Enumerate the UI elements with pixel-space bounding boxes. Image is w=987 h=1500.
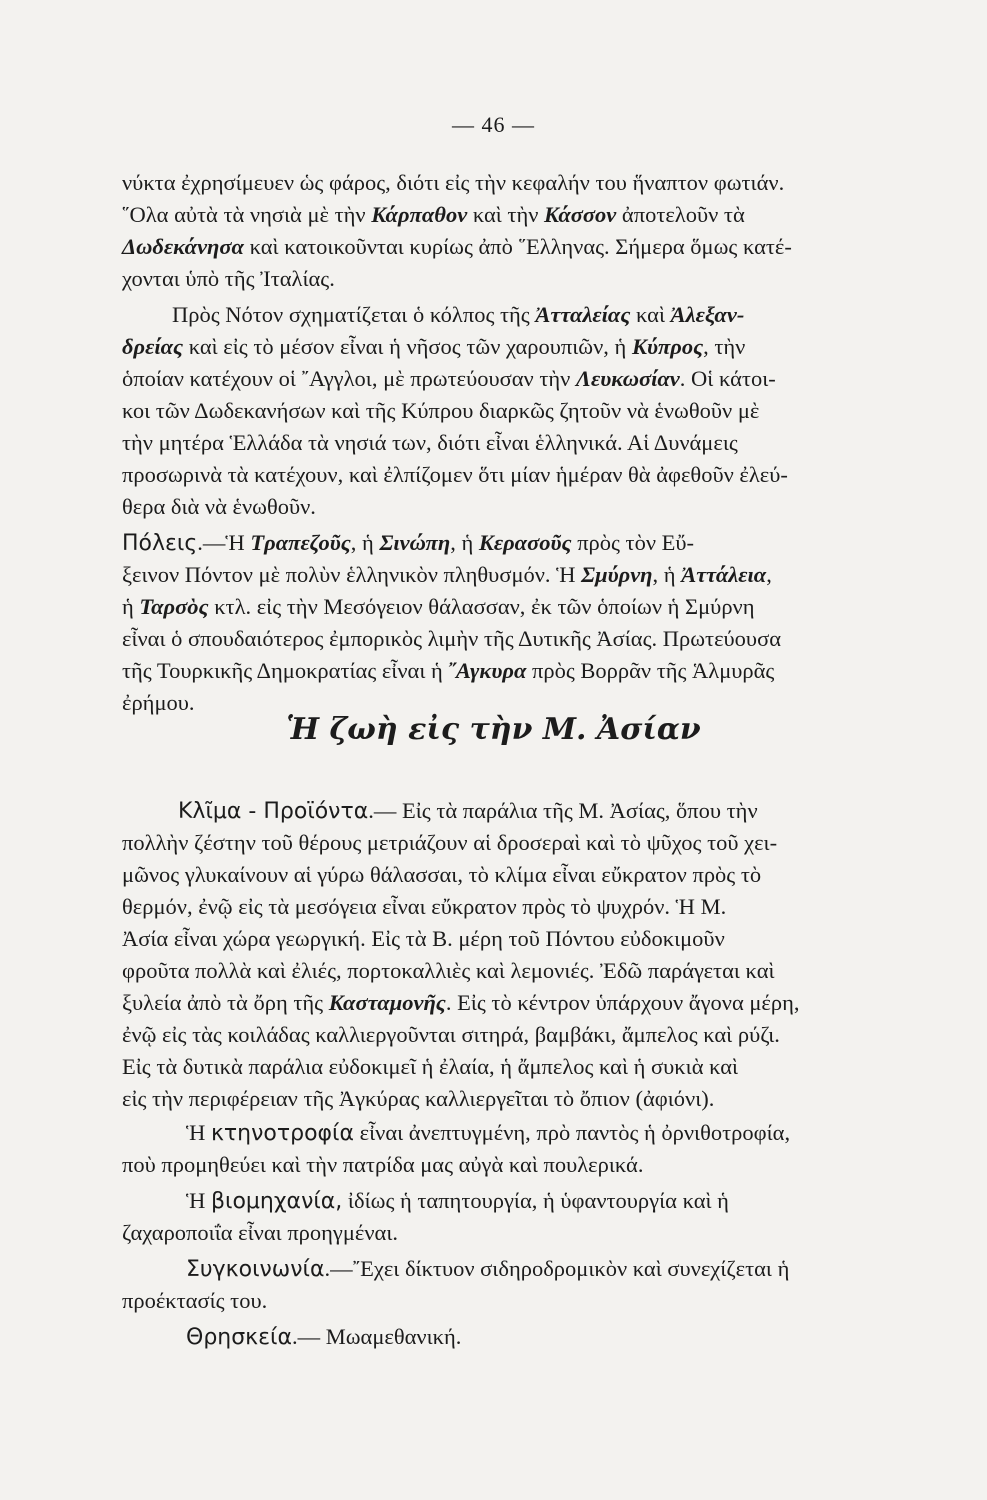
text-span: ξεινον Πόντον μὲ πολὺν ἑλληνικὸν πληθυσμόν. Ἡ <box>122 562 582 587</box>
place-name: Κύπρος <box>631 334 704 359</box>
text-line <box>178 796 952 827</box>
text-span: κτλ. εἰς τὴν Μεσόγειον θάλασσαν, ἐκ τῶν ὁποίων ἡ Σμύρνη <box>208 594 755 619</box>
text-line: ἐνῷ εἰς τὰς κοιλάδας καλλιεργοῦνται σιτηρά, βαμβάκι, ἄμπελος καὶ ρύζι. <box>122 1022 780 1047</box>
text-line: μῶνος γλυκαίνουν αἱ γύρω θάλασσαι, τὸ κλίμα εἶναι εὔκρατον πρὸς τὸ <box>122 862 762 887</box>
section-heading: βιομηχανία, <box>210 1189 343 1214</box>
place-name: Κάσσον <box>544 202 617 227</box>
place-name: Λευκωσίαν <box>575 366 680 391</box>
text-span: .— Μωαμεθανική. <box>291 1324 462 1349</box>
text-line <box>122 200 952 230</box>
text-span: .—Ἡ <box>197 530 251 555</box>
text-span: Ἡ <box>186 1188 211 1213</box>
text-span: ῞Ολα αὐτὰ τὰ νησιὰ μὲ τὴν <box>122 202 372 227</box>
text-line <box>122 364 952 394</box>
text-line: ξεινον Πόντον μὲ πολὺν ἑλληνικὸν πληθυσμόν. Ἡ Σμύρνη, ἡ Ἀττάλεια, <box>122 562 772 587</box>
text-line: προέκτασίς του. <box>122 1288 268 1313</box>
text-span: ἰδίως ἡ ταπητουργία, ἡ ὑφαντουργία καὶ ἡ <box>342 1188 729 1213</box>
text-line <box>122 656 952 686</box>
section-heading: Κλῖμα - Προϊόντα <box>178 799 369 824</box>
text-line <box>122 988 952 1018</box>
page-number: — 46 — <box>452 112 535 137</box>
place-name: Ταρσὸς <box>139 594 209 619</box>
text-line: ἐρήμου. <box>122 690 195 715</box>
place-name: Ἀττάλεια <box>681 562 767 587</box>
text-line: κοι τῶν Δωδεκανήσων καὶ τῆς Κύπρου διαρκῶς ζητοῦν νὰ ἑνωθοῦν μὲ <box>122 398 760 423</box>
text-span: καὶ εἰς τὸ μέσον εἶναι ἡ νῆσος τῶν χαρουπιῶν, ἡ <box>183 334 632 359</box>
text-span: καὶ κατοικοῦνται κυρίως ἀπὸ ῞Ελληνας. Σήμερα ὅμως κατέ- <box>243 234 792 259</box>
text-line <box>122 528 952 559</box>
place-name: Δωδεκάνησα <box>122 234 244 259</box>
text-line: θερα διὰ νὰ ἑνωθοῦν. <box>122 494 316 519</box>
text-span: Ἡ <box>186 1120 211 1145</box>
place-name: Κάρπαθον <box>371 202 468 227</box>
text-span: , ἡ <box>350 530 380 555</box>
text-span: ὁποίαν κατέχουν οἱ ῎Αγγλοι, μὲ πρωτεύουσαν τὴν <box>122 366 576 391</box>
text-line: ζαχαροποιΐα εἶναι προηγμέναι. <box>122 1220 399 1245</box>
text-span: Πρὸς Νότον σχηματίζεται ὁ κόλπος τῆς <box>172 302 536 327</box>
text-span: . Εἰς τὸ κέντρον ὑπάρχουν ἄγονα μέρη, <box>445 990 800 1015</box>
text-line <box>186 1322 952 1353</box>
section-title: Ἡ ζωὴ εἰς τὴν Μ. Ἀσίαν <box>286 712 701 747</box>
text-line: εἰς τὴν περιφέρειαν τῆς Ἀγκύρας καλλιεργεῖται τὸ ὄπιον (ἀφιόνι). <box>122 1086 715 1111</box>
place-name: Κασταμονῆς <box>328 990 446 1015</box>
place-name: Σμύρνη <box>581 562 653 587</box>
text-span: ξυλεία ἀπὸ τὰ ὄρη τῆς <box>122 990 329 1015</box>
place-name: δρείας <box>122 334 184 359</box>
section-heading: Θρησκεία <box>186 1325 292 1350</box>
text-line: πολλὴν ζέστην τοῦ θέρους μετριάζουν αἱ δροσεραὶ καὶ τὸ ψῦχος τοῦ χει- <box>122 830 778 855</box>
section-heading: Πόλεις <box>122 531 198 556</box>
text-line: χονται ὑπὸ τῆς Ἰταλίας. <box>122 266 335 291</box>
text-line: ποὺ προμηθεύει καὶ τὴν πατρίδα μας αὐγὰ καὶ πουλερικά. <box>122 1152 644 1177</box>
place-name: Σινώπη <box>379 530 451 555</box>
text-span: ἀποτελοῦν τὰ <box>616 202 745 227</box>
text-span: , ἡ <box>652 562 682 587</box>
text-line: τὴν μητέρα Ἑλλάδα τὰ νησιά των, διότι εἶναι ἑλληνικά. Αἱ Δυνάμεις <box>122 430 738 455</box>
text-line <box>172 300 952 330</box>
text-line <box>122 332 952 362</box>
text-span: τῆς Τουρκικῆς Δημοκρατίας εἶναι ἡ <box>122 658 449 683</box>
text-line: προσωρινὰ τὰ κατέχουν, καὶ ἐλπίζομεν ὅτι μίαν ἡμέραν θὰ ἀφεθοῦν ἐλεύ- <box>122 462 788 487</box>
text-span: εἶναι ἀνεπτυγμένη, πρὸ παντὸς ἡ ὀρνιθοτροφία, <box>354 1120 791 1145</box>
text-line <box>186 1186 952 1217</box>
text-span: .— Εἰς τὰ παράλια τῆς Μ. Ἀσίας, ὅπου τὴν <box>368 798 758 823</box>
section-heading: κτηνοτροφία <box>210 1121 355 1146</box>
text-line: εἶναι ὁ σπουδαιότερος ἐμπορικὸς λιμὴν τῆς Δυτικῆς Ἀσίας. Πρωτεύουσα <box>122 626 781 651</box>
text-span: .—῎Εχει δίκτυον σιδηροδρομικὸν καὶ συνεχίζεται ἡ <box>324 1256 790 1281</box>
text-span: καὶ <box>630 302 671 327</box>
place-name: Ἀλεξαν- <box>670 302 745 327</box>
text-line <box>122 592 952 622</box>
text-line <box>186 1254 952 1285</box>
text-line: θερμόν, ἐνῷ εἰς τὰ μεσόγεια εἶναι εὔκρατον πρὸς τὸ ψυχρόν. Ἡ Μ. <box>122 894 727 919</box>
text-line: φροῦτα πολλὰ καὶ ἐλιές, πορτοκαλλιὲς καὶ λεμονιές. Ἐδῶ παράγεται καὶ <box>122 958 775 983</box>
text-line <box>122 232 952 262</box>
text-span: . Οἱ κάτοι- <box>679 366 776 391</box>
place-name: ῎Αγκυρα <box>448 658 527 683</box>
text-line: νύκτα ἐχρησίμευεν ὡς φάρος, διότι εἰς τὴν κεφαλήν του ἥναπτον φωτιάν. <box>122 170 785 195</box>
text-span: καὶ τὴν <box>467 202 545 227</box>
section-heading: Συγκοινωνία <box>186 1257 325 1282</box>
text-span: πρὸς τὸν Εὔ- <box>571 530 695 555</box>
text-span: , ἡ <box>450 530 479 555</box>
place-name: Τραπεζοῦς <box>250 530 351 555</box>
text-line <box>186 1118 952 1149</box>
place-name: Ἀτταλείας <box>535 302 631 327</box>
text-span: , τὴν <box>703 334 746 359</box>
text-span: ἡ <box>122 594 140 619</box>
text-line: Ἀσία εἶναι χώρα γεωργική. Εἰς τὰ Β. μέρη τοῦ Πόντου εὐδοκιμοῦν <box>122 926 725 951</box>
text-line: Εἰς τὰ δυτικὰ παράλια εὐδοκιμεῖ ἡ ἐλαία, ἡ ἄμπελος καὶ ἡ συκιὰ καὶ <box>122 1054 739 1079</box>
place-name: Κερασοῦς <box>478 530 572 555</box>
text-span: πρὸς Βορρᾶν τῆς Ἁλμυρᾶς <box>526 658 775 683</box>
